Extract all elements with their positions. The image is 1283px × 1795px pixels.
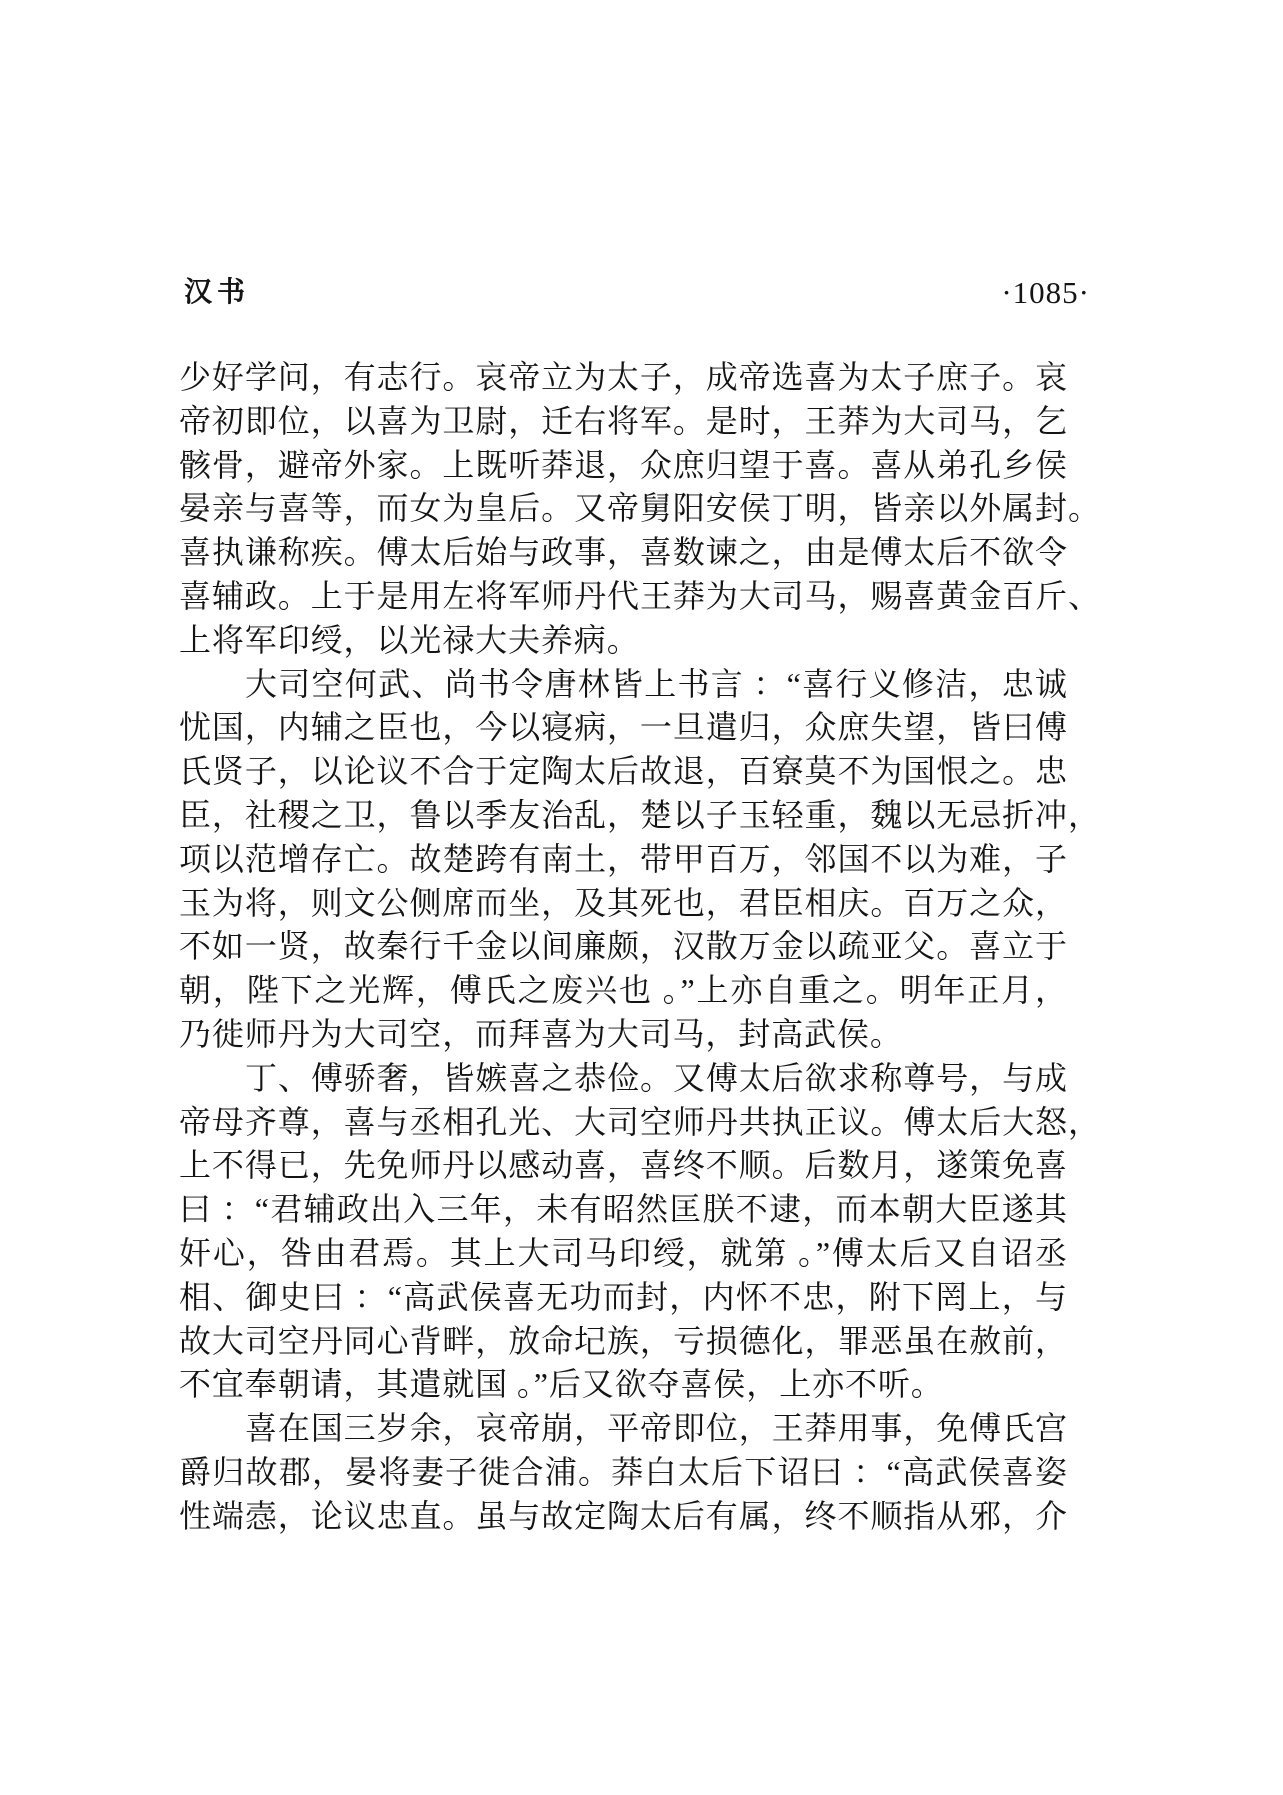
paragraph: [179, 1057, 1109, 1407]
text-line: 骸骨，避帝外家。上既听莽退，众庶归望于喜。喜从弟孔乡侯: [179, 446, 1067, 483]
text-line: 帝母齐尊，喜与丞相孔光、大司空师丹共执正议。傅太后大怒，: [179, 1103, 1100, 1140]
text-line: 朝，陛下之光辉，傅氏之废兴也 。”上亦自重之。明年正月，: [179, 972, 1067, 1009]
text-line: 不如一贤，故秦行千金以间廉颇，汉散万金以疏亚父。喜立于: [179, 928, 1067, 965]
text-line: 大司空何武、尚书令唐林皆上书言 ：“喜行义修洁，忠诚: [245, 665, 1067, 702]
paragraph: [179, 356, 1109, 663]
text-line: 忧国，内辅之臣也，今以寝病，一旦遣归，众庶失望，皆曰傅: [179, 709, 1067, 746]
text-line: 曰 ：“君辅政出入三年，未有昭然匡朕不逮，而本朝大臣遂其: [179, 1191, 1067, 1228]
text-line: 性端悫，论议忠直。虽与故定陶太后有属，终不顺指从邪，介: [179, 1497, 1067, 1534]
text-line: 少好学问，有志行。哀帝立为太子，成帝选喜为太子庶子。哀: [179, 359, 1067, 395]
running-header: [180, 273, 1090, 313]
paragraph: [179, 1407, 1109, 1538]
text-line: 丁、傅骄奢，皆嫉喜之恭俭。又傅太后欲求称尊号，与成: [245, 1059, 1067, 1096]
text-line: 乃徙师丹为大司空，而拜喜为大司马，封高武侯。: [179, 1015, 903, 1052]
text-line: 不宜奉朝请，其遣就国 。”后又欲夺喜侯，上亦不听。: [179, 1366, 944, 1403]
body-text: [179, 356, 1109, 1539]
text-line: 喜执谦称疾。傅太后始与政事，喜数谏之，由是傅太后不欲令: [179, 534, 1067, 571]
text-line: 相、御史曰 ：“高武侯喜无功而封，内怀不忠，附下罔上，与: [179, 1278, 1067, 1315]
text-line: 奸心，咎由君焉。其上大司马印绶，就第 。”傅太后又自诏丞: [179, 1234, 1067, 1271]
text-line: 晏亲与喜等，而女为皇后。又帝舅阳安侯丁明，皆亲以外属封。: [179, 490, 1100, 527]
text-line: 爵归故郡，晏将妻子徙合浦。莽白太后下诏曰 ：“高武侯喜姿: [179, 1453, 1067, 1490]
text-line: 上不得已，先免师丹以感动喜，喜终不顺。后数月，遂策免喜: [179, 1147, 1067, 1184]
text-line: 喜辅政。上于是用左将军师丹代王莽为大司马，赐喜黄金百斤、: [179, 577, 1100, 614]
book-title: 汉书: [184, 277, 251, 308]
text-line: 玉为将，则文公侧席而坐，及其死也，君臣相庆。百万之众，: [179, 884, 1067, 921]
text-line: 故大司空丹同心背畔，放命圮族，亏损德化，罪恶虽在赦前，: [179, 1322, 1067, 1359]
paragraph: [179, 663, 1109, 1057]
text-line: 喜在国三岁余，哀帝崩，平帝即位，王莽用事，免傅氏宫: [245, 1410, 1067, 1447]
text-line: 氏贤子，以论议不合于定陶太后故退，百寮莫不为国恨之。忠: [179, 753, 1067, 790]
page-number: ·1085·: [1001, 275, 1090, 310]
text-line: 臣，社稷之卫，鲁以季友治乱，楚以子玉轻重，魏以无忌折冲，: [179, 796, 1100, 833]
text-line: 上将军印绶，以光禄大夫养病。: [179, 621, 640, 658]
text-line: 帝初即位，以喜为卫尉，迁右将军。是时，王莽为大司马，乞: [179, 402, 1067, 439]
text-line: 项以范增存亡。故楚跨有南土，带甲百万，邻国不以为难，子: [179, 840, 1067, 877]
